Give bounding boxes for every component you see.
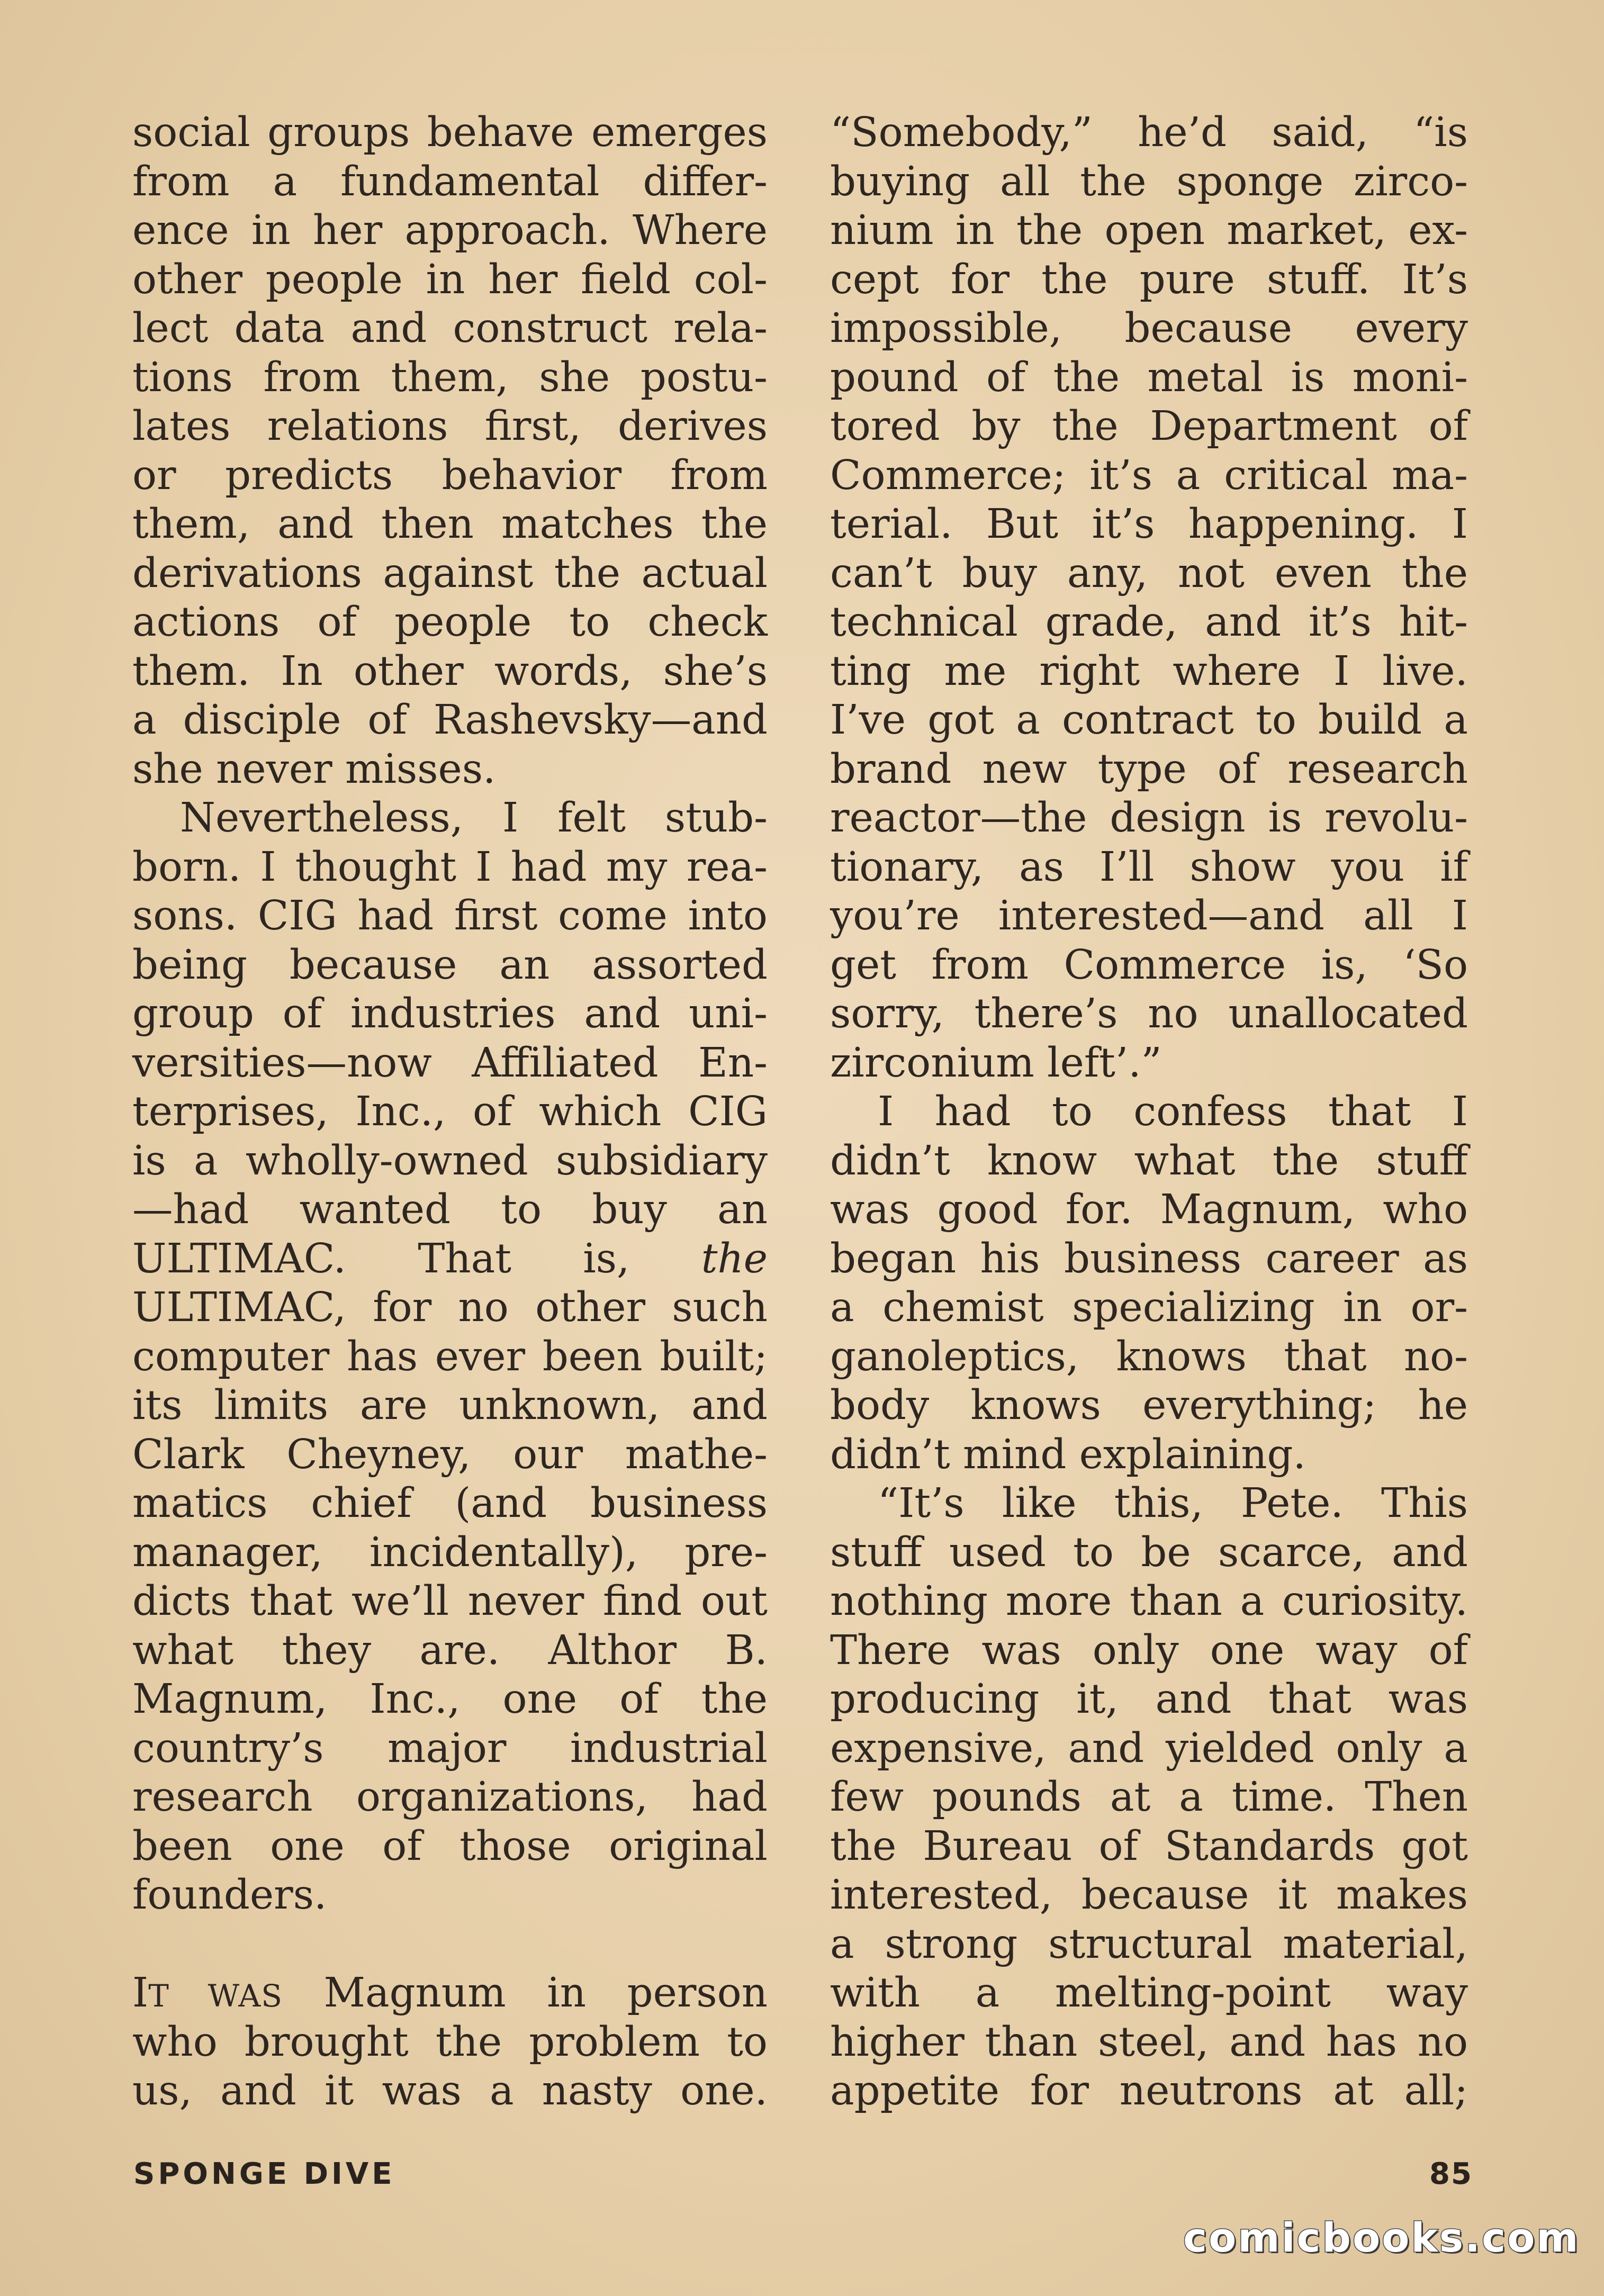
text-line: born. I thought I had my rea- bbox=[132, 843, 768, 891]
text-line: or predicts behavior from bbox=[132, 451, 768, 499]
text-line: was good for. Magnum, who bbox=[830, 1186, 1468, 1233]
text-line: lect data and construct rela- bbox=[132, 305, 768, 352]
text-line: didn’t mind explaining. bbox=[830, 1431, 1306, 1478]
text-line: them, and then matches the bbox=[132, 501, 768, 548]
text-line: pound of the metal is moni- bbox=[830, 354, 1468, 401]
text-line: appetite for neutrons at all; bbox=[830, 2067, 1468, 2114]
text-line: us, and it was a nasty one. bbox=[132, 2067, 768, 2114]
running-footer-title: SPONGE DIVE bbox=[133, 2157, 395, 2191]
text-line: tions from them, she postu- bbox=[132, 354, 768, 401]
text-line: versities—now Affiliated En- bbox=[132, 1039, 768, 1087]
text-line: with a melting-point way bbox=[830, 1969, 1468, 2017]
text-line: is a wholly-owned subsidiary bbox=[132, 1137, 768, 1185]
text-line: zirconium left’.” bbox=[830, 1039, 1162, 1087]
text-line: few pounds at a time. Then bbox=[830, 1774, 1468, 1821]
text-line: dicts that we’ll never find out bbox=[132, 1578, 768, 1625]
text-line: other people in her field col- bbox=[132, 256, 768, 303]
right-column bbox=[830, 109, 1468, 2116]
text-line: terial. But it’s happening. I bbox=[830, 501, 1468, 548]
text-line: higher than steel, and has no bbox=[830, 2018, 1468, 2066]
text-line: what they are. Althor B. bbox=[132, 1626, 768, 1674]
text-line: nothing more than a curiosity. bbox=[830, 1578, 1468, 1625]
text-line: derivations against the actual bbox=[132, 549, 768, 597]
text-line: who brought the problem to bbox=[132, 2018, 768, 2066]
text-line: manager, incidentally), pre- bbox=[132, 1529, 768, 1576]
text-line: a disciple of Rashevsky—and bbox=[132, 697, 768, 744]
text-line: Commerce; it’s a critical ma- bbox=[830, 451, 1468, 499]
text-line: reactor—the design is revolu- bbox=[830, 794, 1468, 842]
text-line: founders. bbox=[132, 1872, 327, 1919]
text-line: computer has ever been built; bbox=[132, 1333, 768, 1380]
text-line: Clark Cheyney, our mathe- bbox=[132, 1431, 768, 1478]
text-line: she never misses. bbox=[132, 745, 496, 793]
text-line: Magnum, Inc., one of the bbox=[132, 1676, 768, 1723]
text-line: began his business career as bbox=[830, 1235, 1468, 1282]
text-line: stuff used to be scarce, and bbox=[830, 1529, 1468, 1576]
text-line: ting me right where I live. bbox=[830, 647, 1468, 695]
text-line: impossible, because every bbox=[830, 305, 1468, 352]
text-line: sons. CIG had first come into bbox=[132, 892, 768, 939]
text-line: ence in her approach. Where bbox=[132, 207, 768, 254]
left-column bbox=[132, 109, 768, 2116]
section-break bbox=[132, 1920, 768, 1969]
text-line: producing it, and that was bbox=[830, 1676, 1468, 1723]
text-line: country’s major industrial bbox=[132, 1724, 768, 1772]
text-line: social groups behave emerges bbox=[132, 109, 768, 156]
text-line: ganoleptics, knows that no- bbox=[830, 1333, 1468, 1380]
text-line: the Bureau of Standards got bbox=[830, 1822, 1468, 1870]
watermark: comicbooks.com bbox=[1183, 2214, 1580, 2261]
text-line: I’ve got a contract to build a bbox=[830, 697, 1468, 744]
section-opening-rest: Magnum in person bbox=[283, 1969, 768, 2017]
text-line: group of industries and uni- bbox=[132, 990, 768, 1037]
text-line: a strong structural material, bbox=[830, 1920, 1468, 1968]
ultimac-line-start: ULTIMAC. That is, bbox=[132, 1235, 630, 1282]
section-smallcaps: T WAS bbox=[148, 1978, 283, 2014]
text-line: matics chief (and business bbox=[132, 1480, 768, 1527]
text-line: tionary, as I’ll show you if bbox=[830, 843, 1468, 891]
text-line: you’re interested—and all I bbox=[830, 892, 1468, 939]
text-line: sorry, there’s no unallocated bbox=[830, 990, 1468, 1037]
text-line: get from Commerce is, ‘So bbox=[830, 941, 1468, 989]
text-line: being because an assorted bbox=[132, 941, 768, 989]
paragraph-start: Nevertheless, I felt stub- bbox=[180, 794, 768, 842]
text-line: them. In other words, she’s bbox=[132, 647, 768, 695]
text-line: actions of people to check bbox=[132, 599, 768, 646]
text-line: its limits are unknown, and bbox=[132, 1382, 768, 1429]
section-opening-line bbox=[132, 1969, 768, 2018]
text-line: body knows everything; he bbox=[830, 1382, 1468, 1429]
text-line: a chemist specializing in or- bbox=[830, 1284, 1468, 1331]
text-line: been one of those original bbox=[132, 1822, 768, 1870]
text-line: expensive, and yielded only a bbox=[830, 1724, 1468, 1772]
text-line: tored by the Department of bbox=[830, 403, 1468, 450]
paragraph-start: “It’s like this, Pete. This bbox=[878, 1480, 1468, 1527]
text-line: “Somebody,” he’d said, “is bbox=[830, 109, 1468, 156]
paragraph-start: I had to confess that I bbox=[878, 1088, 1468, 1135]
text-line: ULTIMAC, for no other such bbox=[132, 1284, 768, 1331]
text-line: research organizations, had bbox=[132, 1774, 768, 1821]
text-line: buying all the sponge zirco- bbox=[830, 158, 1468, 205]
text-line: brand new type of research bbox=[830, 745, 1468, 793]
text-line: can’t buy any, not even the bbox=[830, 549, 1468, 597]
text-line: terprises, Inc., of which CIG bbox=[132, 1088, 768, 1135]
text-line: didn’t know what the stuff bbox=[830, 1137, 1468, 1185]
text-line: lates relations first, derives bbox=[132, 403, 768, 450]
page-number: 85 bbox=[1429, 2157, 1473, 2191]
section-initial: I bbox=[132, 1969, 149, 2017]
ultimac-line bbox=[132, 1235, 768, 1284]
text-line: cept for the pure stuff. It’s bbox=[830, 256, 1468, 303]
text-line: nium in the open market, ex- bbox=[830, 207, 1468, 254]
text-line: from a fundamental differ- bbox=[132, 158, 768, 205]
text-line: technical grade, and it’s hit- bbox=[830, 599, 1468, 646]
text-line: There was only one way of bbox=[830, 1626, 1468, 1674]
emphasis-the: the bbox=[701, 1235, 768, 1282]
text-line: —had wanted to buy an bbox=[132, 1186, 768, 1233]
text-line: interested, because it makes bbox=[830, 1872, 1468, 1919]
